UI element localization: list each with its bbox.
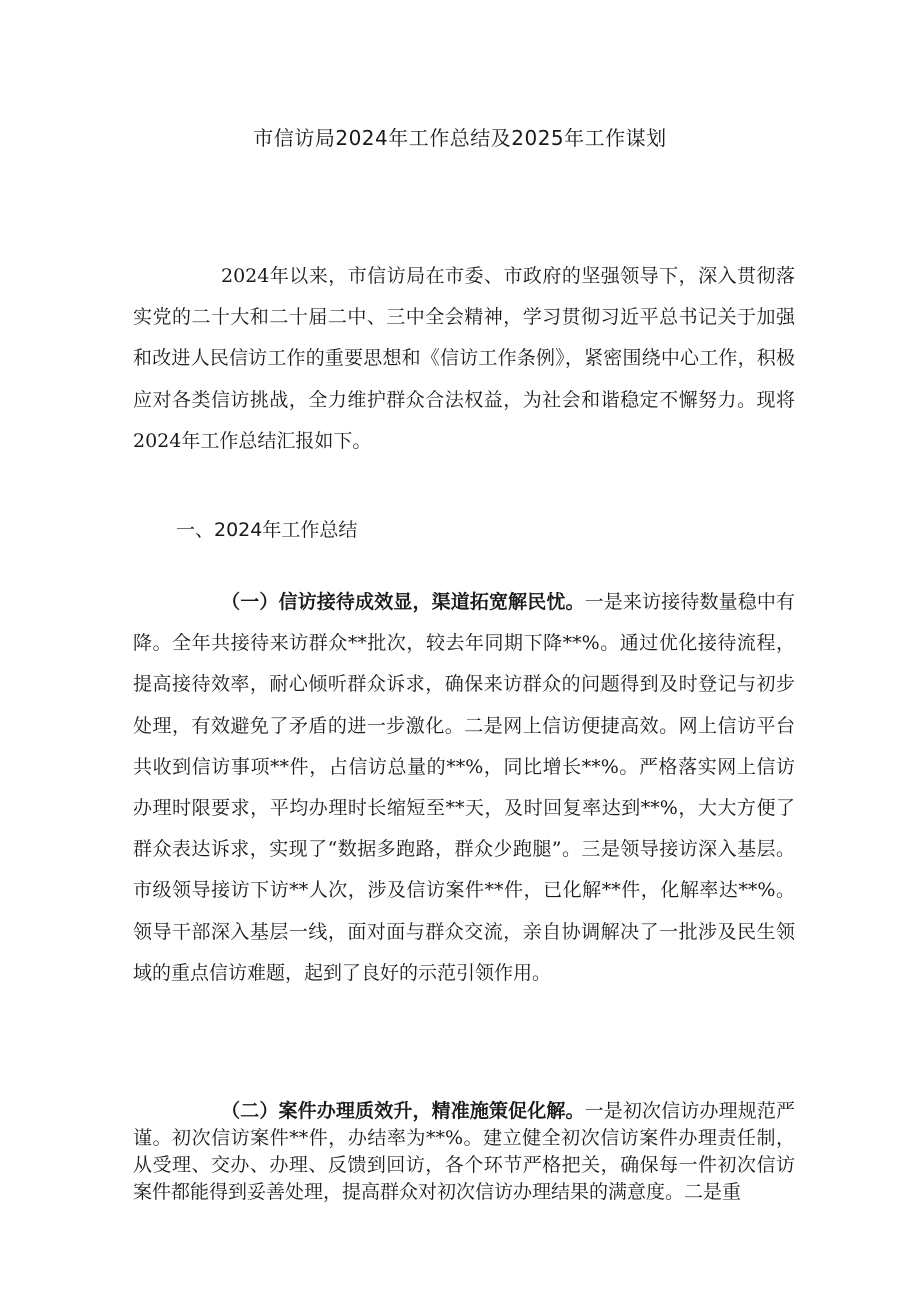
- section-1-1-lead: （一）信访接待成效显，渠道拓宽解民忧。: [221, 591, 585, 613]
- document-title: 市信访局2024年工作总结及2025年工作谋划: [253, 126, 667, 150]
- section-heading: 一、2024年工作总结: [176, 519, 358, 541]
- section-1-2-paragraph: [133, 1098, 795, 1206]
- section-1-2-lead: （二）案件办理质效升，精准施策促化解。: [221, 1100, 585, 1122]
- section-1-2-body: 一是初次信访办理规范严谨。初次信访案件**件，办结率为**%。建立健全初次信访案件办理责任制，从受理、交办、办理、反馈到回访，各个环节严格把关，确保每一件初次信访案件都能得到妥善处理，提高群众对初次信访办理结果的满意度。二是重: [133, 1100, 795, 1203]
- intro-text: 2024年以来，市信访局在市委、市政府的坚强领导下，深入贯彻落实党的二十大和二十届二中、三中全会精神，学习贯彻习近平总书记关于加强和改进人民信访工作的重要思想和《信访工作条例》，紧密围绕中心工作，积极应对各类信访挑战，全力维护群众合法权益，为社会和谐稳定不懈努力。现将2024年工作总结汇报如下。: [133, 265, 795, 452]
- section-1-1-paragraph: [133, 582, 795, 994]
- section-1-1-body: 一是来访接待数量稳中有降。全年共接待来访群众**批次，较去年同期下降**%。通过优化接待流程，提高接待效率，耐心倾听群众诉求，确保来访群众的问题得到及时登记与初步处理，有效避免了矛盾的进一步激化。二是网上信访便捷高效。网上信访平台共收到信访事项**件，占信访总量的**%，同比增长**%。严格落实网上信访办理时限要求，平均办理时长缩短至**天，及时回复率达到**%，大大方便了群众表达诉求，实现了“数据多跑路，群众少跑腿”。三是领导接访深入基层。市级领导接访下访**人次，涉及信访案件**件，已化解**件，化解率达**%。领导干部深入基层一线，面对面与群众交流，亲自协调解决了一批涉及民生领域的重点信访难题，起到了良好的示范引领作用。: [133, 591, 795, 984]
- intro-paragraph: [133, 256, 795, 462]
